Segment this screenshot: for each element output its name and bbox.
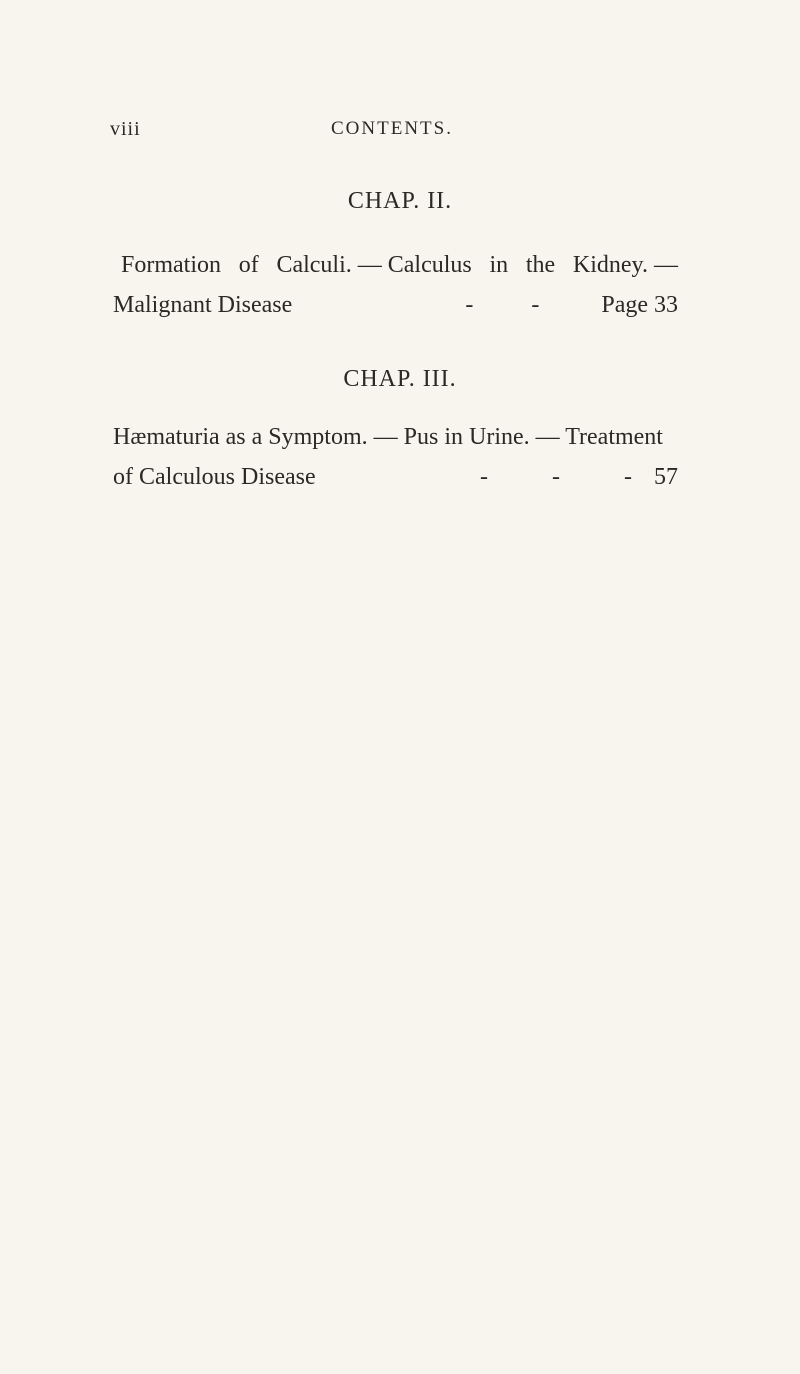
- running-head: [110, 118, 800, 144]
- leader-dash: -: [480, 464, 488, 490]
- entry-word: Kidney. —: [572, 252, 678, 278]
- page-folio: viii: [110, 118, 141, 140]
- leader-dash: -: [531, 292, 540, 318]
- dot-leaders: [465, 292, 539, 319]
- entry-word: of: [238, 252, 259, 278]
- entry-word: Formation: [121, 252, 221, 278]
- dot-leaders: [480, 464, 632, 491]
- entry-text: Hæmaturia as a Symptom. — Pus in Urine. — Treatment: [113, 424, 663, 450]
- entry-word: the: [525, 252, 556, 278]
- entry-word: in: [489, 252, 509, 278]
- leader-dash: -: [552, 464, 560, 490]
- contents-entry-chapter-iii: [113, 424, 678, 504]
- contents-entry-chapter-ii: [113, 252, 678, 332]
- entry-text: of Calculous Disease: [113, 464, 316, 490]
- entry-line-1: [113, 252, 678, 292]
- chapter-heading-ii: CHAP. II.: [347, 188, 453, 214]
- running-title: CONTENTS.: [331, 118, 453, 139]
- leader-dash: -: [624, 464, 632, 490]
- leader-dash: -: [465, 292, 474, 318]
- page-reference: Page 33: [601, 292, 678, 318]
- entry-word: Calculi. — Calculus: [276, 252, 472, 278]
- entry-text: Malignant Disease: [113, 292, 293, 318]
- entry-line-2: [113, 292, 678, 332]
- entry-line-2: [113, 464, 678, 504]
- page-reference: 57: [654, 464, 678, 490]
- entry-line-1: [113, 424, 678, 464]
- chapter-heading-iii: CHAP. III.: [343, 366, 457, 392]
